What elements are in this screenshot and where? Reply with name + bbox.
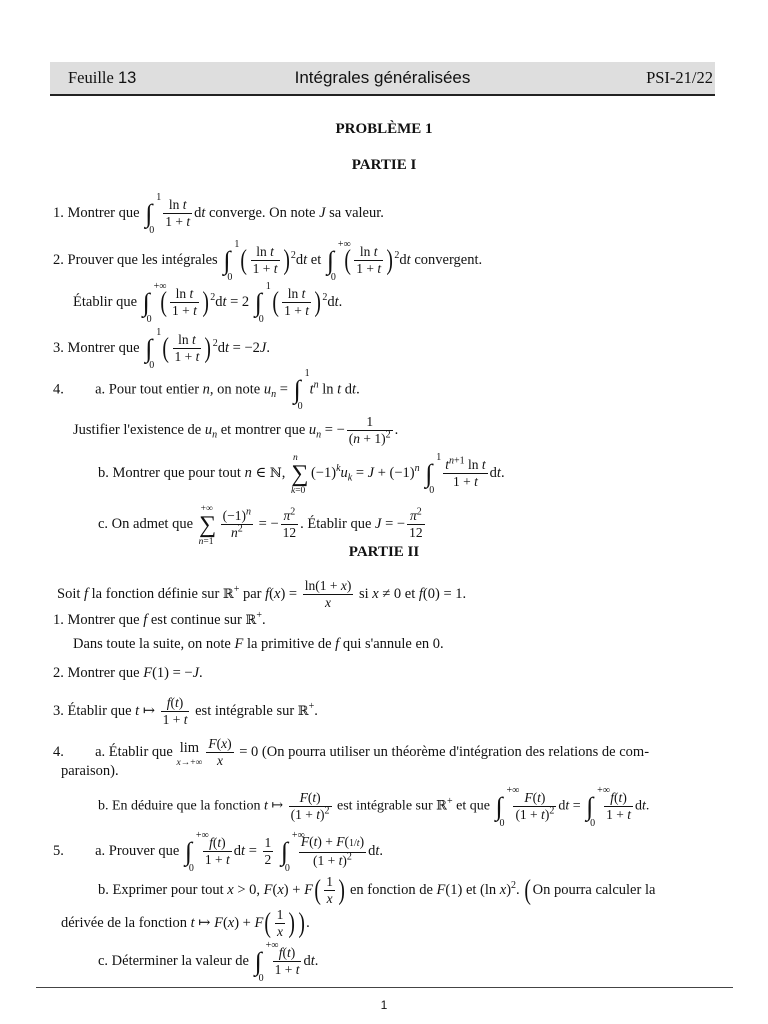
part1-question-2: 2. Prouver que les intégrales ∫ 1 0 ( $\frac{\text{ln t}}{1 + t}$ )$^2$dt et ∫ +∞ 0 ( $\frac{\text{ln t}}{1 + t}$ )$^2$dt convergent.	[53, 238, 483, 283]
sheet-number: 13	[117, 69, 137, 87]
part1-title: PARTIE I	[351, 157, 417, 173]
part2-question-5b-cont: dérivée de la fonction t ↦ F(x) + F( $\frac{1}{x}$ )).	[61, 907, 310, 939]
part2-title: PARTIE II	[348, 544, 420, 560]
part1-question-1: 1. Montrer que ∫ 1 0 $\frac{\text{ln t}}{1 + t}$ dt converge. On note J sa valeur.	[53, 191, 384, 236]
page-header	[50, 62, 715, 96]
part2-question-4a-cont: paraison).	[61, 763, 119, 779]
part1-question-4a-justify: Justifier l'existence de $u_n$ et montrer que $u_n$ = − $\frac{1}{(n + 1)^2}$ .	[73, 414, 399, 446]
part2-question-5c: c. Déterminer la valeur de ∫ +∞ 0 $\frac{f(t)}{1 + t}$ dt.	[98, 939, 319, 984]
part2-question-1-note: Dans toute la suite, on note F la primitive de f qui s'annule en 0.	[73, 636, 444, 652]
part1-question-3: 3. Montrer que ∫ 1 0 ( $\frac{\text{ln t}}{1 + t}$ )$^2$dt = −2J.	[53, 326, 270, 371]
problem-title: PROBLÈME 1	[335, 121, 433, 137]
part1-question-4a: 4. a. Pour tout entier n, on note $u_n$ = ∫ 1 0 $t^n$ ln t dt.	[53, 368, 360, 412]
part1-question-4c: c. On admet que ∑ +∞ n=1 $\frac{(-1)^n}{n^2}$ = − $\frac{\pi^2}{12}$ . Établir que J = − $\frac{\pi^2}{12}$	[98, 503, 423, 547]
footer-rule	[36, 987, 733, 988]
sheet-label: Feuille 13	[68, 68, 137, 87]
part2-intro: Soit f la fonction définie sur ℝ+ par f(x) = $\frac{\ln(1 + x)}{x}$ si x ≠ 0 et f(0) = 1.	[57, 578, 467, 610]
part2-question-2: 2. Montrer que F(1) = −J.	[53, 665, 203, 681]
part2-question-5b: b. Exprimer pour tout x > 0, F(x) + F( $\frac{1}{x}$ ) en fonction de F(1) et (ln x)$^2$. (On pourra calculer la	[98, 874, 656, 906]
page-number: 1	[380, 998, 388, 1012]
part1-question-4b: b. Montrer que pour tout n ∈ ℕ, ∑ n k=0 $(-1)^ku_k = J + (-1)^n$ ∫ 1 0 $\frac{t^{n+1} \ln t}{1 + t}$ dt.	[98, 451, 505, 496]
document-title: Intégrales généralisées	[294, 68, 471, 87]
class-label: PSI-21/22	[646, 68, 713, 87]
part2-question-4a: 4. a. Établir que lim x→+∞ $\frac{F(x)}{x}$ = 0 (On pourra utiliser un théorème d'intégration des relations de com-	[53, 736, 650, 768]
part1-question-2-b: Établir que ∫ +∞ 0 ( $\frac{\text{ln t}}{1 + t}$ )$^2$dt = 2 ∫ 1 0 ( $\frac{\text{ln t}}{1 + t}$ )$^2$dt.	[73, 280, 343, 325]
part2-question-5a: 5. a. Prouver que ∫ +∞ 0 $\frac{f(t)}{1 + t}$ dt = $\frac{1}{2}$ ∫ +∞ 0 $\frac{F(t) + F(1/t)}{(1 + t)^2}$ dt.	[53, 829, 383, 874]
part2-question-1: 1. Montrer que f est continue sur ℝ+.	[53, 610, 266, 628]
part2-question-4b: b. En déduire que la fonction t ↦ $\frac{F(t)}{(1 + t)^2}$ est intégrable sur ℝ+ et que ∫ +∞ 0 $\frac{F(t)}{(1 + t)^2}$ dt = ∫ +∞ 0 $\frac{f(t)}{1 + t}$ dt.	[98, 784, 650, 829]
part2-question-3: 3. Établir que t ↦ $\frac{f(t)}{1 + t}$ est intégrable sur ℝ+.	[53, 695, 318, 727]
